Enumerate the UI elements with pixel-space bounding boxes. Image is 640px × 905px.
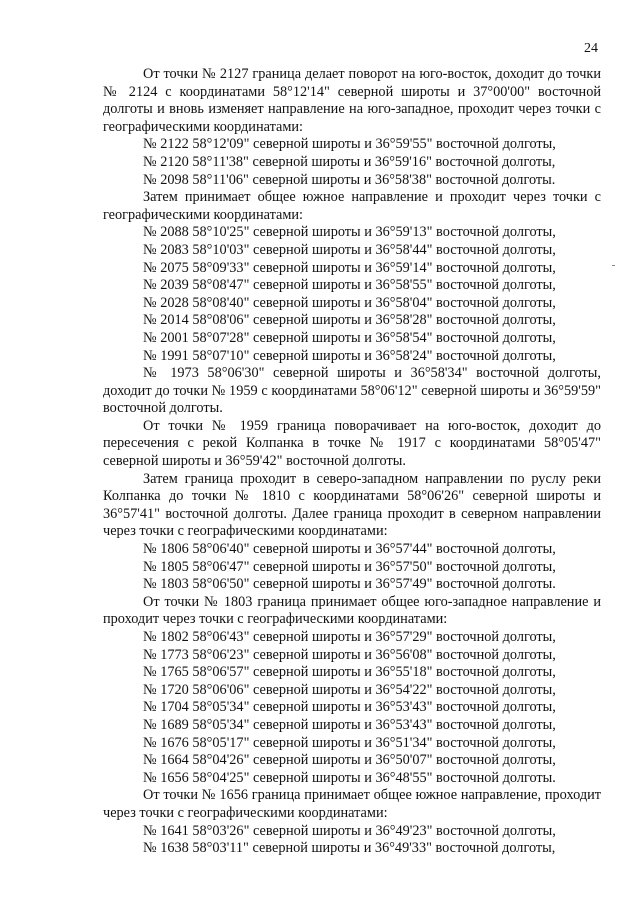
coordinate-line: № 1806 58°06'40" северной широты и 36°57'44" восточной долготы, [143, 541, 556, 558]
coordinate-line: № 1704 58°05'34" северной широты и 36°53'43" восточной долготы, [143, 699, 556, 716]
coordinate-line: № 1991 58°07'10" северной широты и 36°58'24" восточной долготы, [143, 347, 556, 364]
coordinate-line: № 2088 58°10'25" северной широты и 36°59'13" восточной долготы, [143, 224, 556, 241]
coordinate-line: № 1720 58°06'06" северной широты и 36°54'22" восточной долготы, [143, 681, 556, 698]
coordinate-line: № 1802 58°06'43" северной широты и 36°57'29" восточной долготы, [143, 629, 556, 645]
scan-margin-mark [612, 265, 615, 266]
coordinate-line: № 2083 58°10'03" северной широты и 36°58'44" восточной долготы, [143, 241, 556, 258]
coordinate-line: № 1805 58°06'47" северной широты и 36°57'50" восточной долготы, [143, 558, 556, 575]
coordinate-line: № 2001 58°07'28" северной широты и 36°58'54" восточной долготы, [143, 329, 556, 346]
coordinate-line: № 2098 58°11'06" северной широты и 36°58'38" восточной долготы. [143, 171, 556, 188]
paragraph: От точки № 1656 граница принимает общее южное направление, проходит через точки с географическими координатами: [103, 787, 601, 821]
coordinate-line: № 1664 58°04'26" северной широты и 36°50'07" восточной долготы, [143, 752, 556, 769]
paragraph: От точки № 1959 граница поворачивает на юго-восток, доходит до пересечения с рекой Колпанка в точке № 1917 с координатами 58°05'47" северной широты и 36°59'42" восточной долготы. [103, 417, 601, 470]
coordinate-line: № 2122 58°12'09" северной широты и 36°59'55" восточной долготы, [143, 136, 556, 153]
coordinate-line: № 2014 58°08'06" северной широты и 36°58'28" восточной долготы, [143, 312, 556, 329]
coordinate-line: № 1641 58°03'26" северной широты и 36°49'23" восточной долготы, [143, 822, 556, 839]
coordinate-line: № 1689 58°05'34" северной широты и 36°53'43" восточной долготы, [143, 716, 556, 733]
coordinate-line: № 2028 58°08'40" северной широты и 36°58'04" восточной долготы, [143, 294, 556, 311]
coordinate-line: № 2039 58°08'47" северной широты и 36°58'55" восточной долготы, [143, 277, 556, 294]
paragraph: От точки № 2127 граница делает поворот на юго-восток, доходит до точки № 2124 с координатами 58°12'14" северной широты и 37°00'00" восточной долготы и вновь изменяет направление на юго-западное, проходит через точки с географическими координатами: [103, 66, 601, 135]
coordinate-line: № 2120 58°11'38" северной широты и 36°59'16" восточной долготы, [143, 153, 556, 170]
coordinate-paragraph: № 1973 58°06'30" северной широты и 36°58'34" восточной долготы, доходит до точки № 1959 с координатами 58°06'12" северной широты и 36°59'59" восточной долготы. [103, 365, 601, 417]
paragraph: Затем принимает общее южное направление и проходит через точки с географическими координатами: [103, 189, 601, 223]
coordinate-line: № 1656 58°04'25" северной широты и 36°48'55" восточной долготы. [143, 769, 556, 786]
page-number: 24 [584, 41, 598, 56]
coordinate-line: № 1676 58°05'17" северной широты и 36°51'34" восточной долготы, [143, 734, 556, 751]
document-body [103, 66, 601, 858]
paragraph: Затем граница проходит в северо-западном направлении по руслу реки Колпанка до точки № 1810 с координатами 58°06'26" северной широты и 36°57'41" восточной долготы. Далее граница проходит в северном направлении через точки с географическими координатами: [103, 470, 601, 540]
paragraph: От точки № 1803 граница принимает общее юго-западное направление и проходит через точки с географическими координатами: [103, 593, 601, 628]
coordinate-line: № 1773 58°06'23" северной широты и 36°56'08" восточной долготы, [143, 646, 556, 663]
coordinate-line: № 1765 58°06'57" северной широты и 36°55'18" восточной долготы, [143, 664, 556, 681]
coordinate-line: № 2075 58°09'33" северной широты и 36°59'14" восточной долготы, [143, 259, 556, 276]
coordinate-line: № 1803 58°06'50" северной широты и 36°57'49" восточной долготы. [143, 576, 556, 593]
coordinate-line: № 1638 58°03'11" северной широты и 36°49'33" восточной долготы, [143, 840, 556, 857]
